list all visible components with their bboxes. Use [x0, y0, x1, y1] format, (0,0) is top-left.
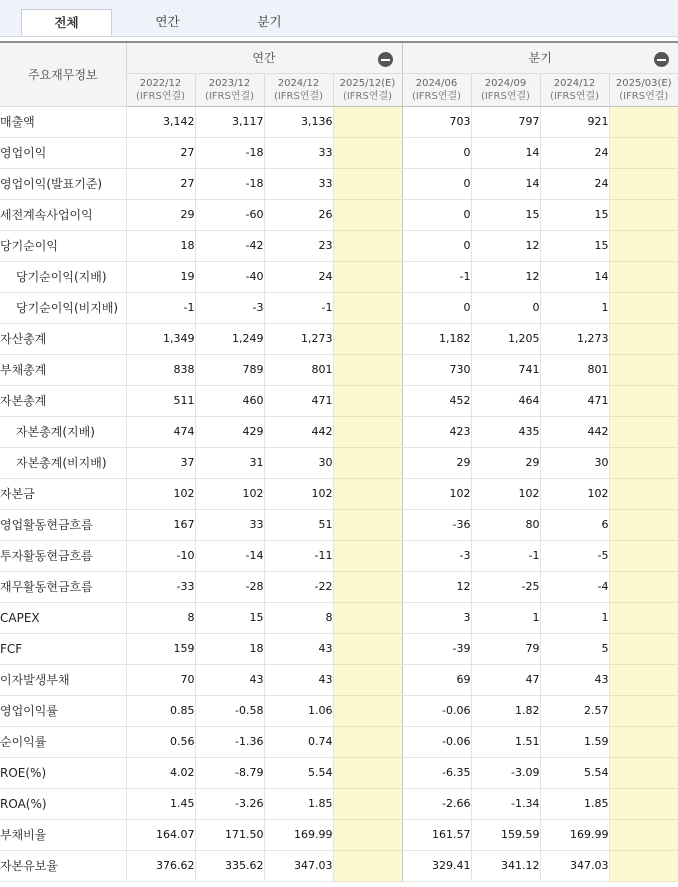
value-cell: 801 [540, 354, 609, 385]
value-cell: 452 [402, 385, 471, 416]
value-cell: -18 [195, 137, 264, 168]
value-cell: -33 [126, 571, 195, 602]
table-row [0, 416, 678, 447]
column-basis: (IFRS연결) [480, 90, 531, 102]
table-row [0, 757, 678, 788]
value-cell: 921 [540, 106, 609, 137]
value-cell: 1 [540, 292, 609, 323]
value-cell: 159 [126, 633, 195, 664]
value-cell: 33 [264, 137, 333, 168]
collapse-annual-icon[interactable] [378, 52, 393, 67]
value-cell: 102 [264, 478, 333, 509]
column-period: 2024/09 [484, 77, 527, 89]
column-header [540, 73, 609, 106]
row-label: FCF [0, 633, 126, 664]
value-cell: 0 [471, 292, 540, 323]
value-cell: 29 [402, 447, 471, 478]
row-label: ROE(%) [0, 757, 126, 788]
header-corner-label: 주요재무정보 [0, 42, 126, 106]
value-cell: 80 [471, 509, 540, 540]
value-cell: -1 [126, 292, 195, 323]
value-cell: 8 [264, 602, 333, 633]
estimate-cell [609, 478, 678, 509]
row-label: 이자발생부채 [0, 664, 126, 695]
estimate-cell [333, 540, 402, 571]
row-label: 영업이익 [0, 137, 126, 168]
table-row [0, 292, 678, 323]
table-row [0, 323, 678, 354]
estimate-cell [333, 323, 402, 354]
estimate-cell [333, 230, 402, 261]
row-label: 순이익률 [0, 726, 126, 757]
value-cell: 12 [402, 571, 471, 602]
table-row [0, 788, 678, 819]
value-cell: 335.62 [195, 850, 264, 881]
estimate-cell [333, 447, 402, 478]
column-period: 2025/12(E) [339, 77, 396, 89]
value-cell: 1.82 [471, 695, 540, 726]
value-cell: -42 [195, 230, 264, 261]
value-cell: 1,273 [540, 323, 609, 354]
value-cell: -0.58 [195, 695, 264, 726]
row-label: 매출액 [0, 106, 126, 137]
value-cell: 6 [540, 509, 609, 540]
estimate-cell [609, 323, 678, 354]
value-cell: 838 [126, 354, 195, 385]
value-cell: 26 [264, 199, 333, 230]
estimate-cell [333, 695, 402, 726]
estimate-cell [333, 788, 402, 819]
row-label: 자본유보율 [0, 850, 126, 881]
value-cell: 730 [402, 354, 471, 385]
value-cell: -2.66 [402, 788, 471, 819]
tab-quarter[interactable]: 분기 [257, 14, 282, 29]
column-basis: (IFRS연결) [204, 90, 255, 102]
value-cell: 159.59 [471, 819, 540, 850]
estimate-cell [609, 602, 678, 633]
row-label: 당기순이익 [0, 230, 126, 261]
table-row [0, 664, 678, 695]
estimate-cell [609, 757, 678, 788]
value-cell: 4.02 [126, 757, 195, 788]
value-cell: 797 [471, 106, 540, 137]
value-cell: -3 [195, 292, 264, 323]
table-row [0, 695, 678, 726]
row-label: 영업이익률 [0, 695, 126, 726]
estimate-cell [333, 478, 402, 509]
estimate-cell [609, 633, 678, 664]
table-row [0, 819, 678, 850]
value-cell: 164.07 [126, 819, 195, 850]
collapse-quarter-icon[interactable] [654, 52, 669, 67]
value-cell: 18 [126, 230, 195, 261]
estimate-cell [609, 199, 678, 230]
table-row [0, 509, 678, 540]
table-row [0, 199, 678, 230]
value-cell: 1.06 [264, 695, 333, 726]
estimate-cell [609, 230, 678, 261]
value-cell: 442 [264, 416, 333, 447]
column-header [333, 73, 402, 106]
row-label: 당기순이익(지배) [0, 261, 126, 292]
column-header [609, 73, 678, 106]
value-cell: 435 [471, 416, 540, 447]
table-row [0, 850, 678, 881]
value-cell: 1.59 [540, 726, 609, 757]
value-cell: -3.26 [195, 788, 264, 819]
value-cell: 703 [402, 106, 471, 137]
value-cell: 37 [126, 447, 195, 478]
header-group-quarter [402, 42, 678, 73]
row-label: 영업활동현금흐름 [0, 509, 126, 540]
value-cell: 329.41 [402, 850, 471, 881]
value-cell: 1.45 [126, 788, 195, 819]
value-cell: -25 [471, 571, 540, 602]
value-cell: -40 [195, 261, 264, 292]
value-cell: 79 [471, 633, 540, 664]
column-basis: (IFRS연결) [135, 90, 186, 102]
value-cell: -39 [402, 633, 471, 664]
estimate-cell [609, 385, 678, 416]
value-cell: 12 [471, 230, 540, 261]
value-cell: 1 [540, 602, 609, 633]
value-cell: 14 [471, 137, 540, 168]
value-cell: -0.06 [402, 695, 471, 726]
estimate-cell [333, 664, 402, 695]
table-row [0, 571, 678, 602]
value-cell: 741 [471, 354, 540, 385]
value-cell: 169.99 [540, 819, 609, 850]
estimate-cell [333, 819, 402, 850]
value-cell: 102 [402, 478, 471, 509]
estimate-cell [609, 509, 678, 540]
value-cell: 376.62 [126, 850, 195, 881]
value-cell: 1,182 [402, 323, 471, 354]
table-row [0, 261, 678, 292]
value-cell: 1,249 [195, 323, 264, 354]
value-cell: 30 [540, 447, 609, 478]
column-period: 2024/12 [277, 77, 320, 89]
value-cell: 471 [540, 385, 609, 416]
value-cell: -36 [402, 509, 471, 540]
value-cell: -3.09 [471, 757, 540, 788]
row-label: 부채비율 [0, 819, 126, 850]
row-label: 투자활동현금흐름 [0, 540, 126, 571]
financial-summary-table [0, 41, 678, 882]
value-cell: 460 [195, 385, 264, 416]
value-cell: 1 [471, 602, 540, 633]
value-cell: 3,117 [195, 106, 264, 137]
value-cell: 161.57 [402, 819, 471, 850]
column-period: 2023/12 [208, 77, 251, 89]
value-cell: 15 [540, 199, 609, 230]
value-cell: 3,142 [126, 106, 195, 137]
header-group-annual [126, 42, 402, 73]
column-basis: (IFRS연결) [549, 90, 600, 102]
value-cell: 27 [126, 168, 195, 199]
value-cell: 19 [126, 261, 195, 292]
value-cell: 24 [264, 261, 333, 292]
table-row [0, 633, 678, 664]
column-period: 2024/12 [553, 77, 596, 89]
value-cell: 0 [402, 137, 471, 168]
value-cell: 347.03 [540, 850, 609, 881]
value-cell: 29 [126, 199, 195, 230]
value-cell: 2.57 [540, 695, 609, 726]
value-cell: 5.54 [264, 757, 333, 788]
value-cell: -3 [402, 540, 471, 571]
value-cell: 33 [264, 168, 333, 199]
value-cell: 24 [540, 137, 609, 168]
value-cell: -8.79 [195, 757, 264, 788]
table-row [0, 137, 678, 168]
value-cell: 0 [402, 292, 471, 323]
value-cell: 1.51 [471, 726, 540, 757]
column-basis: (IFRS연결) [619, 90, 669, 102]
estimate-cell [333, 416, 402, 447]
table-row [0, 354, 678, 385]
value-cell: 3 [402, 602, 471, 633]
value-cell: -28 [195, 571, 264, 602]
row-label: 부채총계 [0, 354, 126, 385]
value-cell: -1 [402, 261, 471, 292]
estimate-cell [333, 261, 402, 292]
estimate-cell [609, 850, 678, 881]
row-label: 자본총계(지배) [0, 416, 126, 447]
column-header [126, 73, 195, 106]
estimate-cell [333, 385, 402, 416]
estimate-cell [333, 602, 402, 633]
value-cell: 347.03 [264, 850, 333, 881]
value-cell: 27 [126, 137, 195, 168]
estimate-cell [609, 571, 678, 602]
table-row [0, 106, 678, 137]
value-cell: 1.85 [540, 788, 609, 819]
value-cell: -11 [264, 540, 333, 571]
column-basis: (IFRS연결) [342, 90, 393, 102]
value-cell: 23 [264, 230, 333, 261]
estimate-cell [609, 664, 678, 695]
value-cell: -14 [195, 540, 264, 571]
value-cell: 0 [402, 168, 471, 199]
column-header [402, 73, 471, 106]
value-cell: 1.85 [264, 788, 333, 819]
value-cell: 15 [195, 602, 264, 633]
estimate-cell [333, 726, 402, 757]
estimate-cell [609, 447, 678, 478]
column-basis: (IFRS연결) [411, 90, 462, 102]
tab-annual[interactable]: 연간 [155, 14, 180, 29]
value-cell: 789 [195, 354, 264, 385]
table-row [0, 168, 678, 199]
value-cell: 0 [402, 230, 471, 261]
value-cell: 102 [126, 478, 195, 509]
value-cell: 464 [471, 385, 540, 416]
value-cell: 51 [264, 509, 333, 540]
value-cell: 3,136 [264, 106, 333, 137]
header-group-annual-label: 연간 [252, 51, 276, 66]
estimate-cell [609, 354, 678, 385]
value-cell: 70 [126, 664, 195, 695]
value-cell: -60 [195, 199, 264, 230]
value-cell: -1 [264, 292, 333, 323]
estimate-cell [609, 168, 678, 199]
value-cell: 12 [471, 261, 540, 292]
value-cell: 471 [264, 385, 333, 416]
value-cell: -0.06 [402, 726, 471, 757]
estimate-cell [333, 106, 402, 137]
value-cell: -5 [540, 540, 609, 571]
value-cell: -4 [540, 571, 609, 602]
value-cell: 43 [264, 664, 333, 695]
estimate-cell [609, 137, 678, 168]
column-period: 2025/03(E) [615, 77, 672, 89]
table-row [0, 540, 678, 571]
estimate-cell [333, 354, 402, 385]
value-cell: 69 [402, 664, 471, 695]
value-cell: 341.12 [471, 850, 540, 881]
estimate-cell [609, 261, 678, 292]
value-cell: 1,349 [126, 323, 195, 354]
value-cell: -22 [264, 571, 333, 602]
estimate-cell [333, 757, 402, 788]
row-label: ROA(%) [0, 788, 126, 819]
table-row [0, 726, 678, 757]
estimate-cell [609, 106, 678, 137]
value-cell: -1.36 [195, 726, 264, 757]
row-label: CAPEX [0, 602, 126, 633]
value-cell: 15 [540, 230, 609, 261]
value-cell: -10 [126, 540, 195, 571]
value-cell: 442 [540, 416, 609, 447]
row-label: 자산총계 [0, 323, 126, 354]
estimate-cell [609, 726, 678, 757]
value-cell: 102 [195, 478, 264, 509]
tab-bar [0, 0, 678, 37]
value-cell: 24 [540, 168, 609, 199]
value-cell: 47 [471, 664, 540, 695]
table-row [0, 385, 678, 416]
value-cell: 102 [540, 478, 609, 509]
tab-all[interactable]: 전체 [21, 9, 112, 36]
row-label: 영업이익(발표기준) [0, 168, 126, 199]
column-period: 2022/12 [139, 77, 182, 89]
value-cell: 33 [195, 509, 264, 540]
value-cell: -6.35 [402, 757, 471, 788]
estimate-cell [333, 292, 402, 323]
value-cell: 43 [195, 664, 264, 695]
column-header [195, 73, 264, 106]
estimate-cell [333, 571, 402, 602]
value-cell: 15 [471, 199, 540, 230]
row-label: 자본총계(비지배) [0, 447, 126, 478]
value-cell: 14 [471, 168, 540, 199]
value-cell: 423 [402, 416, 471, 447]
table-row [0, 478, 678, 509]
value-cell: 511 [126, 385, 195, 416]
value-cell: 474 [126, 416, 195, 447]
value-cell: 1,205 [471, 323, 540, 354]
table-row [0, 230, 678, 261]
estimate-cell [333, 168, 402, 199]
value-cell: 31 [195, 447, 264, 478]
value-cell: 429 [195, 416, 264, 447]
row-label: 자본총계 [0, 385, 126, 416]
header-group-quarter-label: 분기 [528, 51, 552, 66]
value-cell: 1,273 [264, 323, 333, 354]
estimate-cell [609, 292, 678, 323]
column-header [471, 73, 540, 106]
estimate-cell [333, 199, 402, 230]
value-cell: 0.85 [126, 695, 195, 726]
value-cell: 0.56 [126, 726, 195, 757]
value-cell: 30 [264, 447, 333, 478]
value-cell: -18 [195, 168, 264, 199]
value-cell: 43 [540, 664, 609, 695]
estimate-cell [609, 540, 678, 571]
value-cell: 8 [126, 602, 195, 633]
value-cell: 14 [540, 261, 609, 292]
value-cell: 29 [471, 447, 540, 478]
value-cell: 5 [540, 633, 609, 664]
value-cell: 5.54 [540, 757, 609, 788]
estimate-cell [609, 416, 678, 447]
value-cell: 102 [471, 478, 540, 509]
row-label: 세전계속사업이익 [0, 199, 126, 230]
row-label: 재무활동현금흐름 [0, 571, 126, 602]
column-period: 2024/06 [415, 77, 458, 89]
value-cell: 18 [195, 633, 264, 664]
row-label: 자본금 [0, 478, 126, 509]
row-label: 당기순이익(비지배) [0, 292, 126, 323]
column-basis: (IFRS연결) [273, 90, 324, 102]
value-cell: -1.34 [471, 788, 540, 819]
value-cell: 171.50 [195, 819, 264, 850]
estimate-cell [333, 137, 402, 168]
table-row [0, 447, 678, 478]
estimate-cell [333, 509, 402, 540]
value-cell: -1 [471, 540, 540, 571]
value-cell: 801 [264, 354, 333, 385]
estimate-cell [609, 788, 678, 819]
value-cell: 0 [402, 199, 471, 230]
column-header [264, 73, 333, 106]
estimate-cell [609, 695, 678, 726]
estimate-cell [609, 819, 678, 850]
value-cell: 43 [264, 633, 333, 664]
value-cell: 167 [126, 509, 195, 540]
value-cell: 0.74 [264, 726, 333, 757]
table-row [0, 602, 678, 633]
estimate-cell [333, 633, 402, 664]
estimate-cell [333, 850, 402, 881]
value-cell: 169.99 [264, 819, 333, 850]
